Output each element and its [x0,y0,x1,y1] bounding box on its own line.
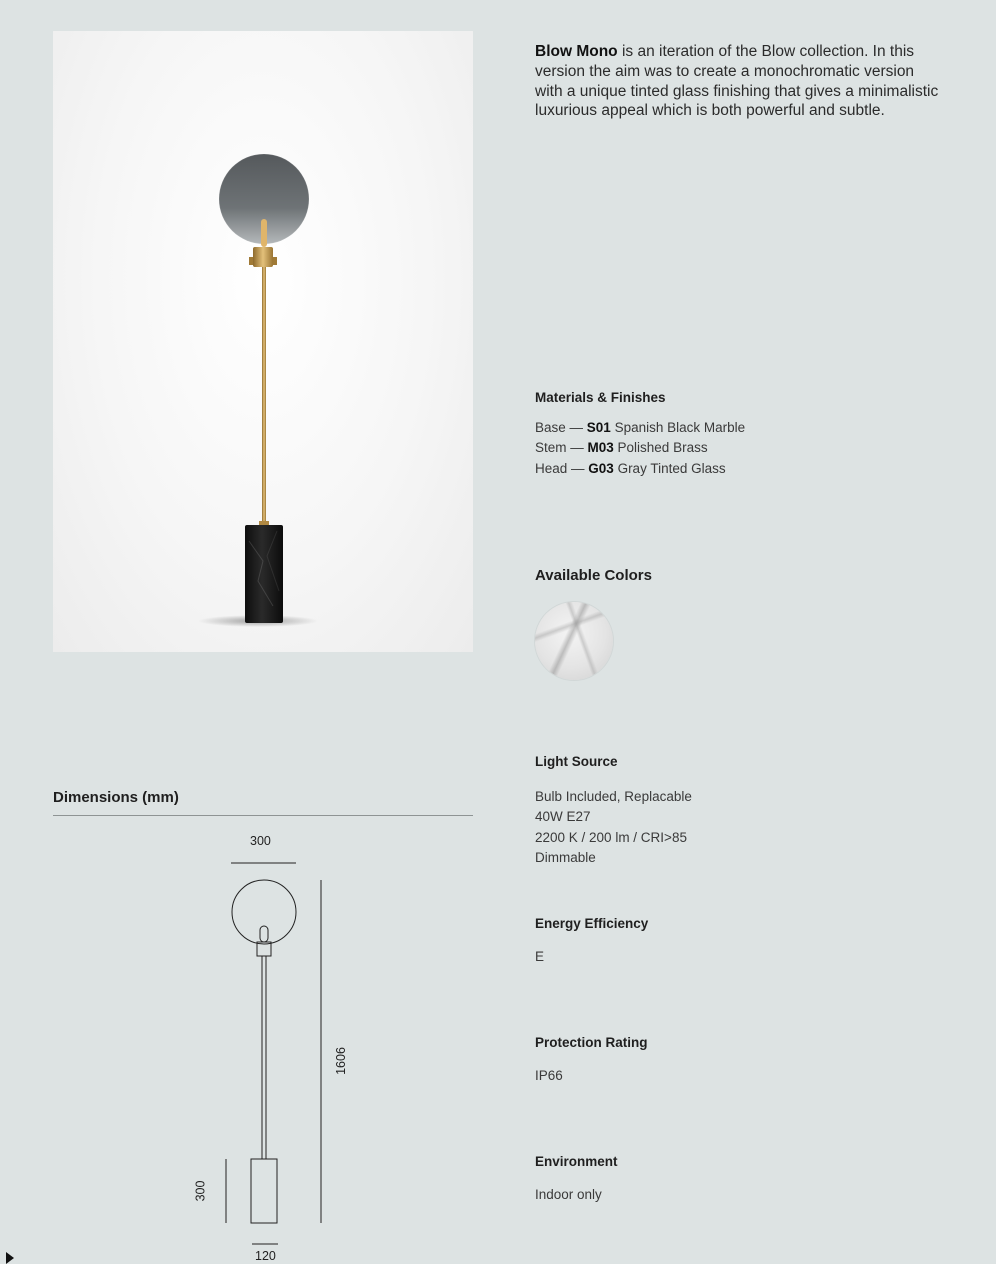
head-width-label: 300 [250,834,271,848]
product-description [535,42,940,121]
energy-efficiency-heading: Energy Efficiency [535,916,649,931]
environment-heading: Environment [535,1154,618,1169]
dimensions-divider [53,815,473,816]
material-head: Head — G03 Gray Tinted Glass [535,460,726,476]
light-source-heading: Light Source [535,754,618,769]
protection-rating-heading: Protection Rating [535,1035,648,1050]
environment-value: Indoor only [535,1187,602,1202]
total-height-label: 1606 [333,1047,348,1075]
base-height-label: 300 [193,1180,208,1202]
light-source-details [535,787,692,868]
description-text: is an iteration of the Blow collection. In this version the aim was to create a monochromatic version with a unique tinted glass finishing that gives a minimalistic luxurious appeal which is both powerful and subtle. [535,43,939,120]
floor-lamp-illustration [53,31,473,652]
light-source-line: 2200 K / 200 lm / CRI>85 [535,829,687,845]
available-colors-heading: Available Colors [535,567,652,584]
energy-efficiency-value: E [535,949,545,964]
light-source-line: 40W E27 [535,809,591,825]
white-marble-swatch[interactable] [535,602,613,680]
materials-heading: Materials & Finishes [535,390,666,405]
protection-rating-value: IP66 [535,1068,563,1083]
arrow-icon [6,1252,14,1264]
material-stem: Stem — M03 Polished Brass [535,440,708,456]
product-name: Blow Mono [535,43,618,60]
dimension-drawing [0,820,480,1262]
materials-list [535,418,745,479]
product-photo [53,31,473,652]
base-width-label: 120 [255,1249,276,1263]
dimensions-heading: Dimensions (mm) [53,789,179,806]
material-base: Base — S01 Spanish Black Marble [535,420,746,435]
light-source-line: Dimmable [535,849,596,865]
light-source-line: Bulb Included, Replacable [535,789,692,804]
